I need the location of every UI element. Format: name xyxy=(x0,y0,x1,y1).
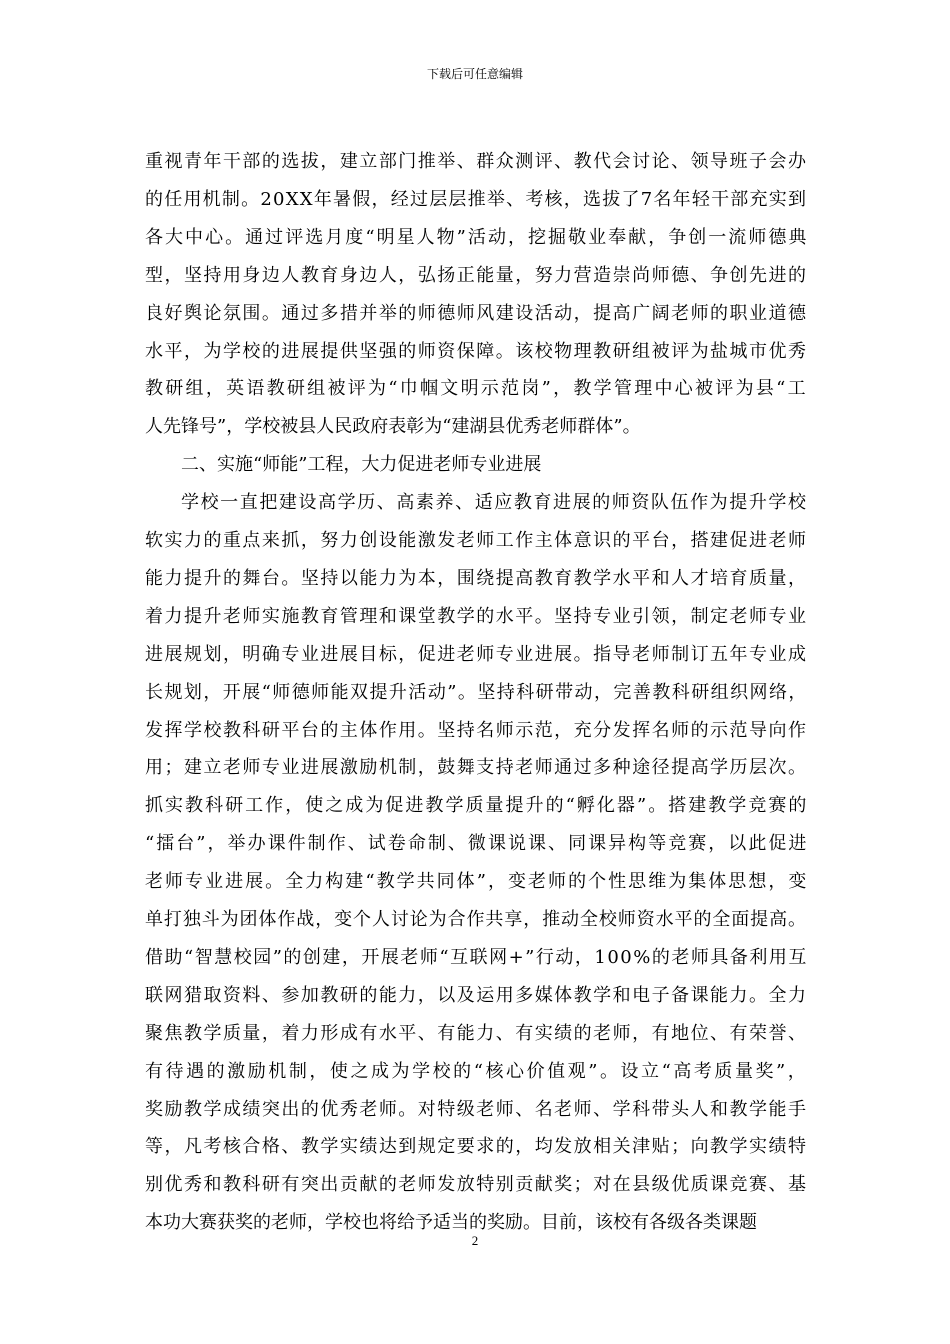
paragraph-line: 能力提升的舞台。坚持以能力为本，围绕提高教育教学水平和人才培育质量， xyxy=(145,567,808,589)
paragraph-line: 聚焦教学质量，着力形成有水平、有能力、有实绩的老师，有地位、有荣誉、 xyxy=(145,1022,808,1044)
section-heading: 二、实施“师能”工程，大力促进老师专业进展 xyxy=(181,454,542,476)
paragraph-line: 教研组，英语教研组被评为“巾帼文明示范岗”，教学管理中心被评为县“工 xyxy=(145,378,808,400)
paragraph-line: 别优秀和教科研有突出贡献的老师发放特别贡献奖；对在县级优质课竞赛、基 xyxy=(145,1174,808,1196)
paragraph-line: 进展规划，明确专业进展目标，促进老师专业进展。指导老师制订五年专业成 xyxy=(145,643,808,665)
paragraph-line: 等，凡考核合格、教学实绩达到规定要求的，均发放相关津贴；向教学实绩特 xyxy=(145,1136,808,1158)
paragraph-line: 借助“智慧校园”的创建，开展老师“互联网+”行动，100%的老师具备利用互 xyxy=(145,946,808,968)
paragraph-line: “擂台”，举办课件制作、试卷命制、微课说课、同课异构等竞赛，以此促进 xyxy=(145,833,809,855)
paragraph-line: 奖励教学成绩突出的优秀老师。对特级老师、名老师、学科带头人和教学能手 xyxy=(145,1098,808,1120)
paragraph-line: 抓实教科研工作，使之成为促进教学质量提升的“孵化器”。搭建教学竞赛的 xyxy=(145,795,809,817)
page-header: 下载后可任意编辑 xyxy=(426,67,523,81)
paragraph-line: 软实力的重点来抓，努力创设能激发老师工作主体意识的平台，搭建促进老师 xyxy=(145,530,808,551)
paragraph-line: 的任用机制。20XX年暑假，经过层层推举、考核，选拔了7名年轻干部充实到 xyxy=(145,188,808,210)
paragraph-line: 单打独斗为团体作战，变个人讨论为合作共享，推动全校师资水平的全面提高。 xyxy=(145,909,807,930)
paragraph-line: 着力提升老师实施教育管理和课堂教学的水平。坚持专业引领，制定老师专业 xyxy=(145,605,808,627)
paragraph-line: 良好舆论氛围。通过多措并举的师德师风建设活动，提高广阔老师的职业道德 xyxy=(145,302,808,324)
paragraph-line: 用；建立老师专业进展激励机制，鼓舞支持老师通过多种途径提高学历层次。 xyxy=(145,757,808,779)
paragraph-line: 本功大赛获奖的老师，学校也将给予适当的奖励。目前，该校有各级各类课题 xyxy=(145,1212,757,1234)
paragraph-line: 重视青年干部的选拔，建立部门推举、群众测评、教代会讨论、领导班子会办 xyxy=(145,151,808,172)
paragraph-line: 联网猎取资料、参加教研的能力，以及运用多媒体教学和电子备课能力。全力 xyxy=(145,984,808,1006)
paragraph-line: 型，坚持用身边人教育身边人，弘扬正能量，努力营造崇尚师德、争创先进的 xyxy=(145,264,808,286)
paragraph-line: 学校一直把建设高学历、高素养、适应教育进展的师资队伍作为提升学校 xyxy=(181,492,808,514)
page-number: 2 xyxy=(471,1233,479,1248)
paragraph-line: 发挥学校教科研平台的主体作用。坚持名师示范，充分发挥名师的示范导向作 xyxy=(145,719,808,741)
paragraph-line: 人先锋号”，学校被县人民政府表彰为“建湖县优秀老师群体”。 xyxy=(145,416,641,438)
paragraph-line: 水平，为学校的进展提供坚强的师资保障。该校物理教研组被评为盐城市优秀 xyxy=(145,340,808,362)
paragraph-line: 有待遇的激励机制，使之成为学校的“核心价值观”。设立“高考质量奖”， xyxy=(145,1060,809,1082)
paragraph-line: 长规划，开展“师德师能双提升活动”。坚持科研带动，完善教科研组织网络， xyxy=(145,681,808,703)
paragraph-line: 老师专业进展。全力构建“教学共同体”，变老师的个性思维为集体思想，变 xyxy=(145,871,809,893)
paragraph-line: 各大中心。通过评选月度“明星人物”活动，挖掘敬业奉献，争创一流师德典 xyxy=(145,226,809,248)
